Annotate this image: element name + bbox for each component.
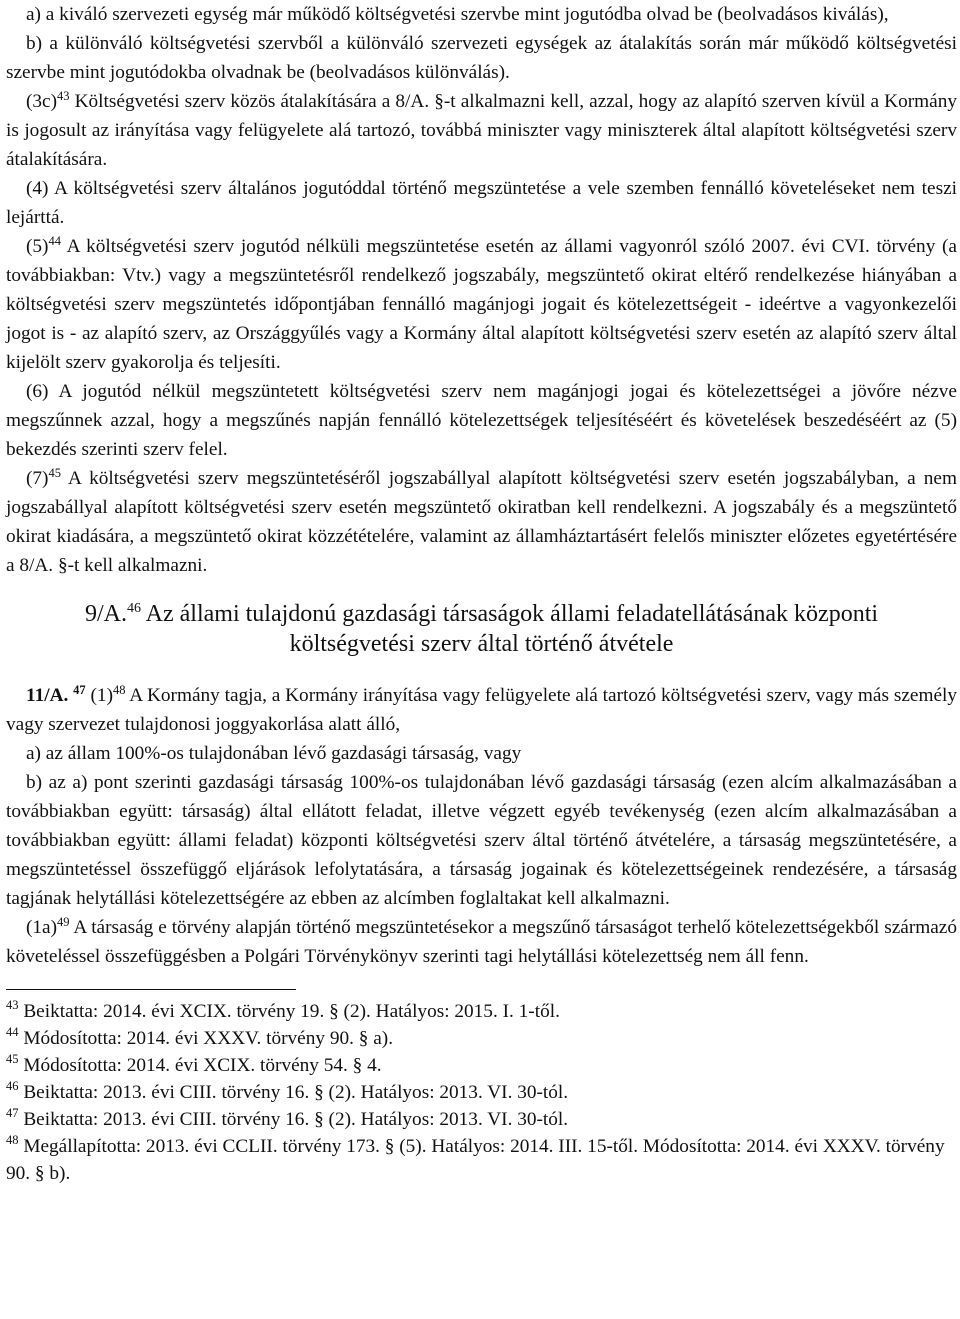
footnote-text: Beiktatta: 2013. évi CIII. törvény 16. § (2). Hatályos: 2013. VI. 30-tól. bbox=[18, 1082, 569, 1103]
section-heading bbox=[6, 599, 957, 659]
paragraph-1-text: A Kormány tagja, a Kormány irányítása vagy felügyelete alá tartozó költségvetési szerv, vagy más személy vagy szervezet tulajdonosi joggyakorlása alatt álló, bbox=[6, 685, 957, 735]
footnote-ref-47[interactable]: 47 bbox=[73, 683, 86, 697]
footnote-44 bbox=[6, 1025, 957, 1052]
footnote-text: Beiktatta: 2013. évi CIII. törvény 16. § (2). Hatályos: 2013. VI. 30-tól. bbox=[18, 1109, 569, 1130]
footnote-text: Módosította: 2014. évi XXXV. törvény 90. § a). bbox=[18, 1028, 394, 1049]
footnote-number: 48 bbox=[6, 1133, 19, 1147]
footnote-46 bbox=[6, 1079, 957, 1106]
section-continuation bbox=[6, 0, 957, 580]
paragraph-1a-number: (1a) bbox=[26, 917, 58, 938]
section-heading-number: 9/A. bbox=[84, 601, 127, 627]
footnote-48 bbox=[6, 1133, 957, 1187]
footnote-43 bbox=[6, 998, 957, 1025]
footnote-number: 44 bbox=[6, 1025, 19, 1039]
footnote-ref-48[interactable]: 48 bbox=[113, 683, 126, 697]
paragraph-3c bbox=[6, 87, 957, 174]
section-11a bbox=[6, 681, 957, 971]
footnote-ref-46[interactable]: 46 bbox=[126, 601, 141, 616]
paragraph-1a bbox=[6, 913, 957, 971]
paragraph-3c-text: Költségvetési szerv közös átalakítására a 8/A. §-t alkalmazni kell, azzal, hogy az alapító szerven kívül a Kormány is jogosult az irányítása vagy felügyelete alá tartozó, továbbá miniszter vagy miniszterek által alapított költségvetési szerv átalakítására. bbox=[6, 91, 957, 170]
footnote-ref-44[interactable]: 44 bbox=[48, 234, 61, 248]
footnote-ref-45[interactable]: 45 bbox=[48, 466, 61, 480]
paragraph-3c-number: (3c) bbox=[26, 91, 58, 112]
footnote-number: 47 bbox=[6, 1106, 19, 1120]
paragraph-4: (4) A költségvetési szerv általános jogutóddal történő megszüntetése a vele szemben fennálló követeléseket nem teszi lejárttá. bbox=[6, 178, 957, 228]
item-b-paragraph: b) a különváló költségvetési szervből a különváló szervezeti egységek az átalakítás során már működő költségvetési szervbe mint jogutódokba olvadnak be (beolvadásos különválás). bbox=[6, 33, 957, 83]
paragraph-1a-text: A társaság e törvény alapján történő megszüntetésekor a megszűnő társaságot terhelő kötelezettségekből származó követeléssel összefüggésben a Polgári Törvénykönyv szerinti tagi helytállási kötelezettség nem áll fenn. bbox=[6, 917, 957, 967]
item-b-subsidiary: b) az a) pont szerinti gazdasági társaság 100%-os tulajdonában lévő gazdasági társaság (ezen alcím alkalmazásában a továbbiakban együtt: társaság) által ellátott feladat, illetve végzett egyéb tevékenység (ezen alcím alkalmazásában a továbbiakban együtt: állami feladat) központi költségvetési szerv által történő átvételére, a társaság megszüntetésére, a megszüntetéssel összefüggő eljárások lefolytatására, a társaság jogainak és kötelezettségeinek rendezésére, a társaság tagjának helytállási kötelezettségére az ebben az alcímben foglaltakat kell alkalmazni. bbox=[6, 772, 957, 909]
footnote-number: 45 bbox=[6, 1052, 19, 1066]
footnote-text: Megállapította: 2013. évi CCLII. törvény 173. § (5). Hatályos: 2014. III. 15-től. Módosította: 2014. évi XXXV. törvény 90. § b). bbox=[6, 1136, 945, 1184]
section-heading-line-1 bbox=[6, 599, 957, 629]
footnote-ref-49[interactable]: 49 bbox=[57, 915, 70, 929]
section-number-11a: 11/A. bbox=[26, 685, 69, 706]
item-a-paragraph: a) a kiváló szervezeti egység már működő költségvetési szervbe mint jogutódba olvad be (beolvadásos kiválás), bbox=[26, 4, 889, 25]
footnote-number: 43 bbox=[6, 998, 19, 1012]
footnote-ref-43[interactable]: 43 bbox=[57, 89, 70, 103]
paragraph-11a-1 bbox=[6, 681, 957, 739]
footnote-47 bbox=[6, 1106, 957, 1133]
section-heading-title-part-1: Az állami tulajdonú gazdasági társaságok állami feladatellátásának központi bbox=[140, 601, 879, 627]
paragraph-7-text: A költségvetési szerv megszüntetéséről jogszabállyal alapított költségvetési szerv esetén jogszabályban, a nem jogszabállyal alapított költségvetési szerv esetén megszüntető okiratban kell rendelkezni. A jogszabály és a megszüntető okirat kiadására, a megszüntető okirat közzétételére, valamint az államháztartásért felelős miniszter előzetes egyetértésére a 8/A. §-t kell alkalmazni. bbox=[6, 468, 957, 576]
footnote-number: 46 bbox=[6, 1079, 19, 1093]
paragraph-6: (6) A jogutód nélkül megszüntetett költségvetési szerv nem magánjogi jogai és kötelezettségei a jövőre nézve megszűnnek azzal, hogy a megszűnés napján fennálló kötelezettségek teljesítéséért és követelések beszedéséért az (5) bekezdés szerinti szerv felel. bbox=[6, 381, 957, 460]
footnote-45 bbox=[6, 1052, 957, 1079]
paragraph-7-number: (7) bbox=[26, 468, 49, 489]
footnotes bbox=[6, 998, 957, 1187]
section-heading-line-2: költségvetési szerv által történő átvétele bbox=[289, 631, 674, 657]
footnote-text: Módosította: 2014. évi XCIX. törvény 54. § 4. bbox=[18, 1055, 382, 1076]
paragraph-5-number: (5) bbox=[26, 236, 49, 257]
paragraph-5 bbox=[6, 232, 957, 377]
footnote-divider bbox=[6, 989, 296, 990]
paragraph-5-text: A költségvetési szerv jogutód nélküli megszüntetése esetén az állami vagyonról szóló 2007. évi CVI. törvény (a továbbiakban: Vtv.) vagy a megszüntetésről rendelkező jogszabály, megszüntető okirat eltérő rendelkezése hiányában a költségvetési szerv megszüntetés időpontjában fennálló magánjogi jogait és kötelezettségeit - ideértve a vagyonkezelői jogot is - az alapító szerv, az Országgyűlés vagy a Kormány által alapított költségvetési szerv esetén az alapító szerv által kijelölt szerv gyakorolja és teljesíti. bbox=[6, 236, 957, 373]
paragraph-7 bbox=[6, 464, 957, 580]
item-a-state-owned: a) az állam 100%-os tulajdonában lévő gazdasági társaság, vagy bbox=[26, 743, 522, 764]
footnote-text: Beiktatta: 2014. évi XCIX. törvény 19. § (2). Hatályos: 2015. I. 1-től. bbox=[18, 1001, 560, 1022]
paragraph-1-number: (1) bbox=[90, 685, 113, 706]
